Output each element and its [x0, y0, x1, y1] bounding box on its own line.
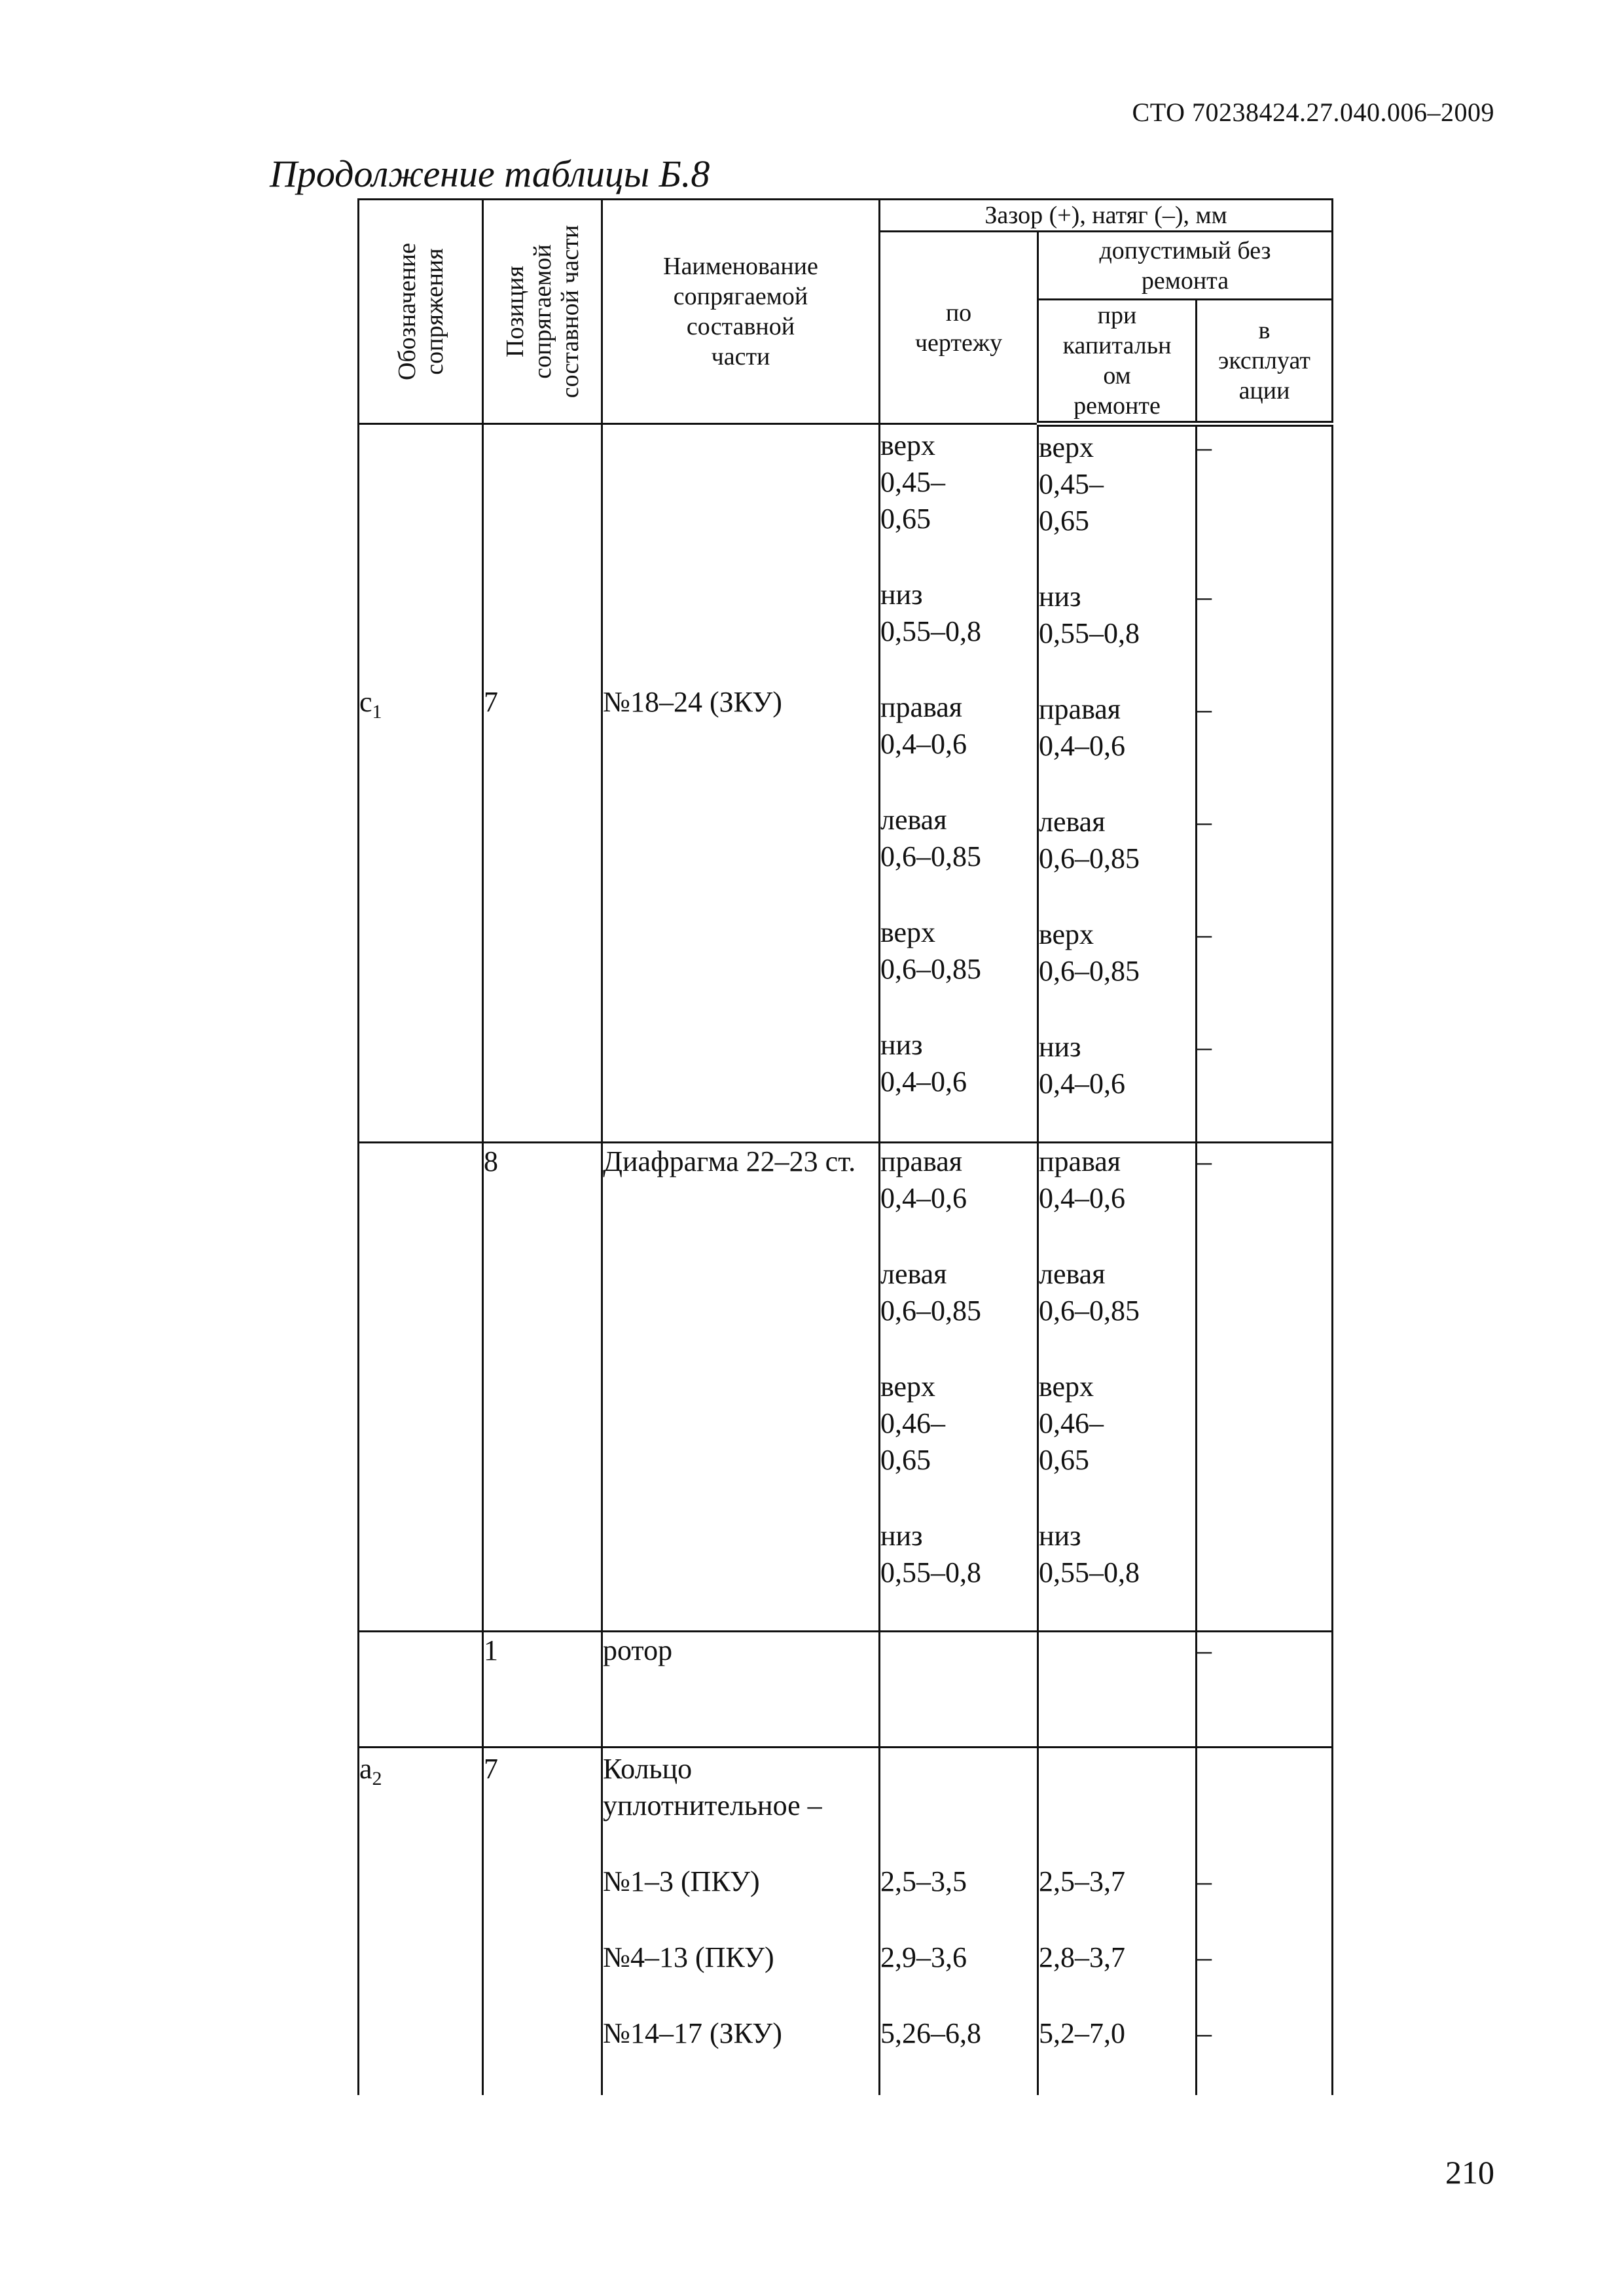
clearance-table [357, 198, 1333, 2095]
overhaul-cell: 2,5–3,7 2,8–3,7 5,2–7,0 [1038, 1748, 1197, 2096]
header-allowed-without-repair: допустимый без ремонта [1038, 232, 1333, 300]
table-caption: Продолжение таблицы Б.8 [270, 152, 710, 195]
header-clearance-group: Зазор (+), натяг (–), мм [880, 200, 1333, 232]
part-name-cell: Диафрагма 22–23 ст. [602, 1143, 880, 1632]
drawing-cell: правая 0,4–0,6 левая 0,6–0,85 верх 0,46– 0,65 низ 0,55–0,8 [880, 1143, 1038, 1632]
position-cell: 7 [483, 1748, 602, 2096]
position-cell: 1 [483, 1632, 602, 1748]
position-cell: 7 [483, 424, 602, 1143]
header-part-name: Наименование сопрягаемой составной части [602, 200, 880, 424]
operation-cell: – – – – – – [1197, 424, 1333, 1143]
header-designation: Обозначение сопряжения [359, 200, 483, 424]
designation-cell: $с_1$ [359, 424, 483, 1143]
operation-cell: – [1197, 1632, 1333, 1748]
overhaul-cell: верх 0,45– 0,65 низ 0,55–0,8 правая 0,4–0,6 левая 0,6–0,85 верх 0,6–0,85 низ 0,4–0,6 [1038, 424, 1197, 1143]
operation-cell: – [1197, 1143, 1333, 1632]
position-cell: 8 [483, 1143, 602, 1632]
table-row [359, 1748, 1333, 2096]
table-row [359, 424, 1333, 1143]
part-name-cell: №18–24 (ЗКУ) [602, 424, 880, 1143]
part-name-cell: Кольцо уплотнительное – №1–3 (ПКУ) №4–13 (ПКУ) №14–17 (ЗКУ) [602, 1748, 880, 2096]
drawing-cell [880, 1632, 1038, 1748]
table-row [359, 1143, 1333, 1632]
table-row [359, 1632, 1333, 1748]
operation-cell: – – – [1197, 1748, 1333, 2096]
part-name-cell: ротор [602, 1632, 880, 1748]
overhaul-cell [1038, 1632, 1197, 1748]
overhaul-cell: правая 0,4–0,6 левая 0,6–0,85 верх 0,46– 0,65 низ 0,55–0,8 [1038, 1143, 1197, 1632]
designation-cell: $а_2$ [359, 1748, 483, 2096]
drawing-cell: верх 0,45– 0,65 низ 0,55–0,8 правая 0,4–0,6 левая 0,6–0,85 верх 0,6–0,85 низ 0,4–0,6 [880, 424, 1038, 1143]
drawing-cell: 2,5–3,5 2,9–3,6 5,26–6,8 [880, 1748, 1038, 2096]
header-operation: в эксплуат ации [1197, 300, 1333, 424]
designation-cell [359, 1143, 483, 1632]
header-by-drawing: по чертежу [880, 232, 1038, 424]
header-overhaul: при капитальн ом ремонте [1038, 300, 1197, 424]
document-code: СТО 70238424.27.040.006–2009 [1132, 98, 1494, 127]
header-position: Позиция сопрягаемой составной части [483, 200, 602, 424]
page-number: 210 [1445, 2154, 1494, 2191]
designation-cell [359, 1632, 483, 1748]
